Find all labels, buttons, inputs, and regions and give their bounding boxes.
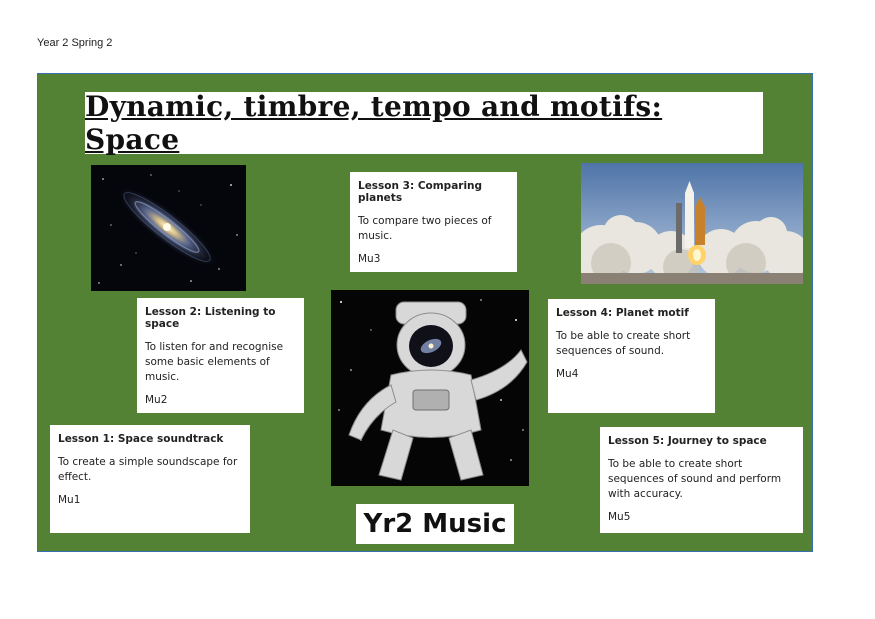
galaxy-image [91, 165, 246, 291]
header-note: Year 2 Spring 2 [37, 37, 113, 49]
lesson-title: Lesson 3: Comparing planets [358, 180, 483, 204]
rocket-launch-image [581, 163, 803, 284]
lesson-code: Mu3 [358, 253, 381, 265]
lesson-code: Mu4 [556, 368, 579, 380]
subject-badge-label: Yr2 Music [363, 509, 507, 539]
subject-badge [356, 504, 514, 544]
lesson-code: Mu2 [145, 394, 168, 406]
lesson-description: To be able to create short sequences of sound and perform with accuracy. [608, 458, 782, 500]
lesson-title: Lesson 2: Listening to space [145, 306, 276, 330]
lesson-description: To compare two pieces of music. [358, 215, 492, 242]
lesson-description: To listen for and recognise some basic elements of music. [145, 341, 284, 383]
lesson-title: Lesson 1: Space soundtrack [58, 433, 224, 445]
lesson-code: Mu1 [58, 494, 81, 506]
lesson-title: Lesson 5: Journey to space [608, 435, 767, 447]
lesson-code: Mu5 [608, 511, 631, 523]
lesson-title: Lesson 4: Planet motif [556, 307, 689, 319]
lesson-description: To create a simple soundscape for effect. [58, 456, 238, 483]
title-box [85, 92, 763, 154]
lesson-card-5 [600, 427, 803, 533]
lesson-card-3 [350, 172, 517, 272]
lesson-card-1 [50, 425, 250, 533]
lesson-description: To be able to create short sequences of sound. [556, 330, 691, 357]
astronaut-image [331, 290, 529, 486]
page-title: Dynamic, timbre, tempo and motifs: Space [85, 90, 663, 156]
lesson-card-4 [548, 299, 715, 413]
lesson-card-2 [137, 298, 304, 413]
